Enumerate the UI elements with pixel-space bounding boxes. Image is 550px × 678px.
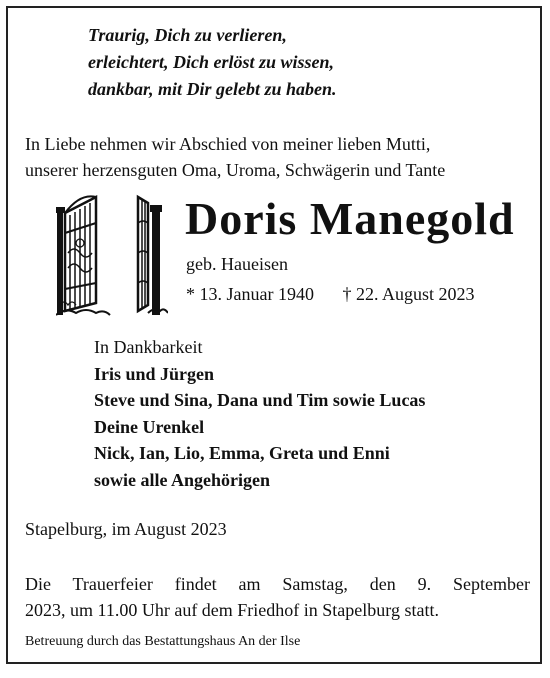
poem	[88, 22, 337, 103]
open-gate-illustration	[56, 193, 168, 317]
mourner-line: Nick, Ian, Lio, Emma, Greta und Enni	[94, 443, 390, 463]
birth-name: geb. Haueisen	[186, 254, 288, 274]
intro-text	[25, 131, 535, 183]
birth-date: * 13. Januar 1940	[186, 284, 314, 304]
service-line: 2023, um 11.00 Uhr auf dem Friedhof in Stapelburg statt.	[25, 600, 439, 620]
funeral-home-note: Betreuung durch das Bestattungshaus An der Ilse	[25, 634, 301, 649]
thanks-label: In Dankbarkeit	[94, 337, 203, 357]
mourner-line: sowie alle Angehörigen	[94, 469, 270, 490]
service-line: Die Trauerfeier findet am Samstag, den 9. September	[25, 574, 530, 594]
mourners-block	[94, 334, 425, 493]
intro-line: In Liebe nehmen wir Abschied von meiner lieben Mutti,	[25, 134, 431, 154]
place-date: Stapelburg, im August 2023	[25, 519, 227, 539]
poem-line: Traurig, Dich zu verlieren,	[88, 25, 287, 45]
life-dates	[186, 281, 475, 307]
death-date: † 22. August 2023	[342, 284, 475, 304]
mourner-line: Steve und Sina, Dana und Tim sowie Lucas	[94, 390, 426, 410]
poem-line: dankbar, mit Dir gelebt zu haben.	[88, 79, 337, 99]
poem-line: erleichtert, Dich erlöst zu wissen,	[88, 52, 335, 72]
mourner-line: Deine Urenkel	[94, 416, 205, 437]
funeral-service-text	[25, 571, 530, 623]
mourner-line: Iris und Jürgen	[94, 363, 215, 384]
obituary-notice	[6, 6, 542, 664]
deceased-name: Doris Manegold	[185, 193, 515, 244]
intro-line: unserer herzensguten Oma, Uroma, Schwägerin und Tante	[25, 160, 446, 180]
